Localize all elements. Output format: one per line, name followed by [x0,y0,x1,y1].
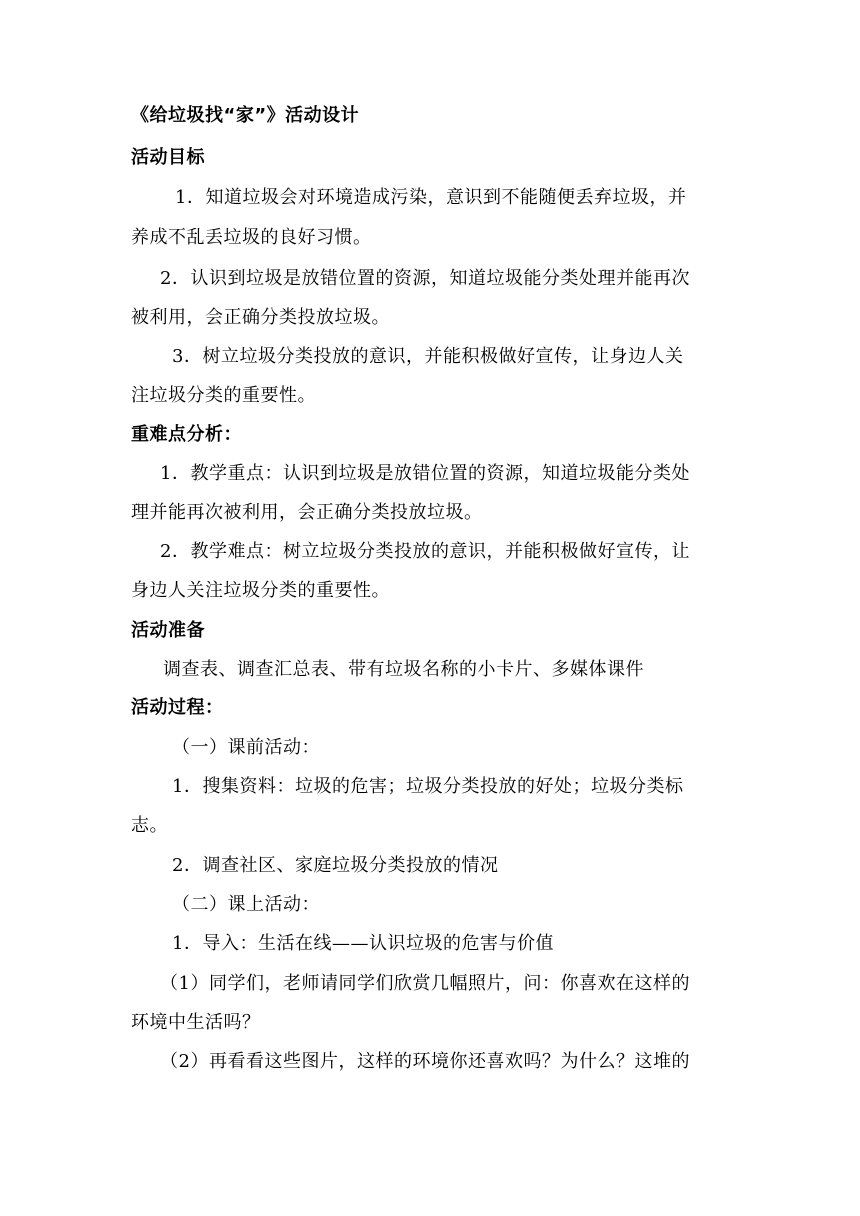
key-point-1-line-2: 理并能再次被利用，会正确分类投放垃圾。 [131,502,483,523]
process-sub-2-line-1: （2）再看看这些图片，这样的环境你还喜欢吗？为什么？这堆的 [160,1051,690,1072]
process-sub-1-line-2: 环境中生活吗？ [131,1012,261,1033]
key-point-2-line-2: 身边人关注垃圾分类的重要性。 [131,580,390,601]
section-heading-key-points: 重难点分析： [131,424,242,445]
goal-item-1-line-1: 1．知道垃圾会对环境造成污染，意识到不能随便丢弃垃圾，并 [175,187,687,208]
process-sub-1-line-1: （1）同学们，老师请同学们欣赏几幅照片，问：你喜欢在这样的 [160,973,690,994]
process-part-1-heading: （一）课前活动： [172,737,320,758]
section-heading-goals: 活动目标 [131,147,205,168]
process-part-1-item-2: 2．调查社区、家庭垃圾分类投放的情况 [172,855,499,876]
preparation-text: 调查表、调查汇总表、带有垃圾名称的小卡片、多媒体课件 [163,659,644,680]
goal-item-3-line-1: 3．树立垃圾分类投放的意识，并能积极做好宣传，让身边人关 [172,346,684,367]
goal-item-3-line-2: 注垃圾分类的重要性。 [131,385,316,406]
process-part-1-item-1-line-1: 1．搜集资料：垃圾的危害；垃圾分类投放的好处；垃圾分类标 [172,776,684,797]
process-part-1-item-1-line-2: 志。 [131,815,168,836]
section-heading-preparation: 活动准备 [131,620,205,641]
process-part-2-heading: （二）课上活动： [172,894,320,915]
goal-item-2-line-1: 2．认识到垃圾是放错位置的资源，知道垃圾能分类处理并能再次 [160,268,690,289]
section-heading-process: 活动过程： [131,697,224,718]
process-part-2-item-1: 1．导入：生活在线——认识垃圾的危害与价值 [172,933,554,954]
key-point-1-line-1: 1．教学重点：认识到垃圾是放错位置的资源，知道垃圾能分类处 [160,463,690,484]
goal-item-2-line-2: 被利用，会正确分类投放垃圾。 [131,307,390,328]
key-point-2-line-1: 2．教学难点：树立垃圾分类投放的意识，并能积极做好宣传，让 [160,541,690,562]
document-title: 《给垃圾找“家”》活动设计 [131,105,360,126]
goal-item-1-line-2: 养成不乱丢垃圾的良好习惯。 [131,227,372,248]
